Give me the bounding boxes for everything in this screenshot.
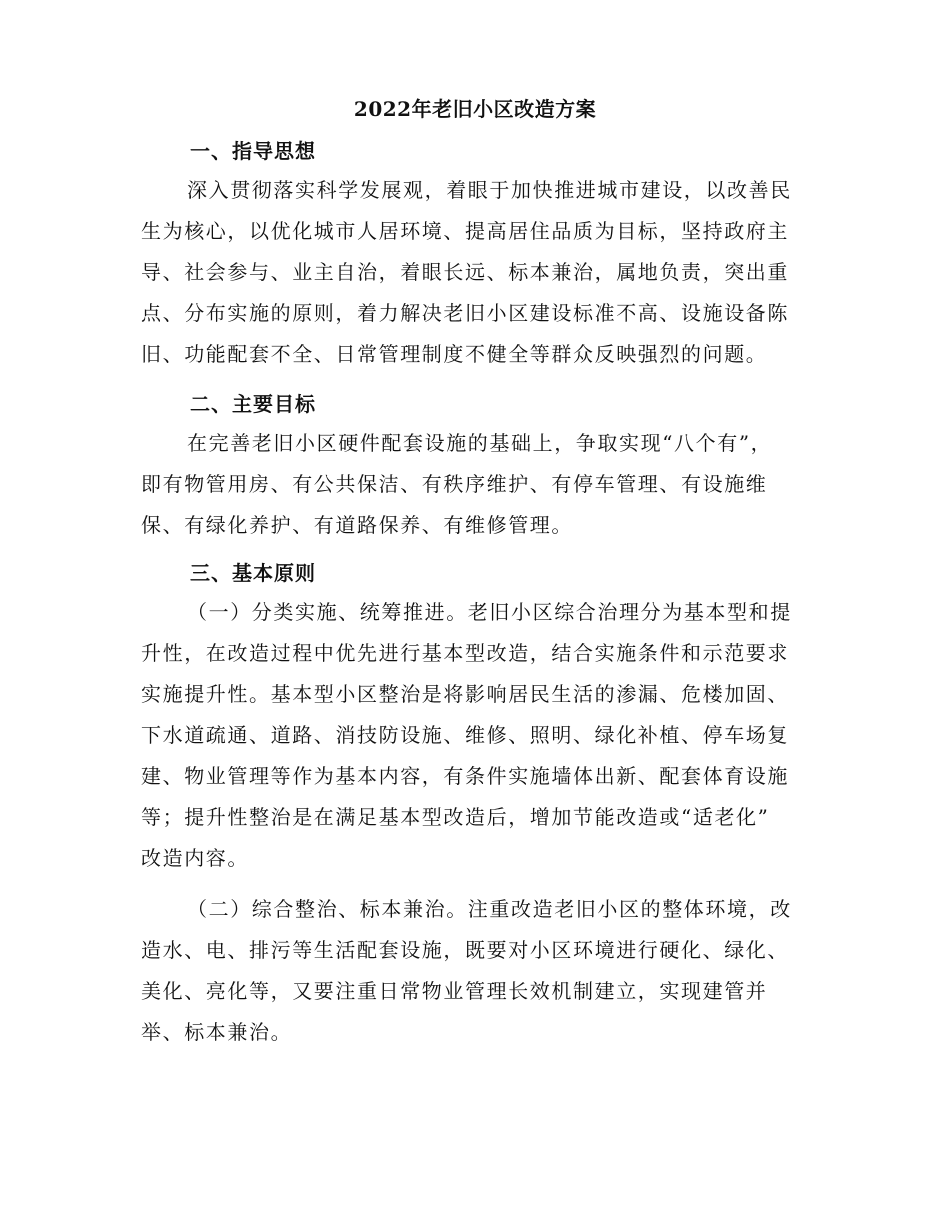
paragraph-line: 旧、功能配套不全、日常管理制度不健全等群众反映强烈的问题。 [141,342,768,366]
paragraph-line: 导、社会参与、业主自治，着眼长远、标本兼治，属地负责，突出重 [141,260,789,284]
paragraph-line: 保、有绿化养护、有道路保养、有维修管理。 [141,513,573,537]
section-heading-guiding-ideology: 一、指导思想 [190,139,316,163]
paragraph-line: 即有物管用房、有公共保洁、有秩序维护、有停车管理、有设施维 [141,472,768,496]
paragraph-line: 美化、亮化等，又要注重日常物业管理长效机制建立，实现建管并 [141,979,768,1003]
paragraph-main-goals [141,423,811,546]
paragraph-line: 等；提升性整治是在满足基本型改造后，增加节能改造或“适老化” [141,805,770,829]
paragraph-line: 生为核心，以优化城市人居环境、提高居住品质为目标，坚持政府主 [141,219,789,243]
paragraph-line: 举、标本兼治。 [141,1020,293,1044]
document-title: 2022年老旧小区改造方案 [353,97,597,121]
paragraph-line: 升性，在改造过程中优先进行基本型改造，结合实施条件和示范要求 [141,641,789,665]
paragraph-line: 造水、电、排污等生活配套设施，既要对小区环境进行硬化、绿化、 [141,938,789,962]
paragraph-line: 深入贯彻落实科学发展观，着眼于加快推进城市建设，以改善民 [187,178,792,202]
paragraph-principle-1 [141,592,811,879]
paragraph-line: （一）分类实施、统筹推进。老旧小区综合治理分为基本型和提 [187,600,792,624]
paragraph-line: 下水道疏通、道路、消技防设施、维修、照明、绿化补植、停车场复 [141,723,789,747]
paragraph-line: 改造内容。 [141,846,249,870]
paragraph-line: 点、分布实施的原则，着力解决老旧小区建设标准不高、设施设备陈 [141,301,789,325]
paragraph-principle-2 [141,889,811,1053]
section-heading-basic-principles: 三、基本原则 [190,561,316,585]
paragraph-line: （二）综合整治、标本兼治。注重改造老旧小区的整体环境，改 [187,897,792,921]
section-heading-main-goals: 二、主要目标 [190,392,316,416]
paragraph-line: 实施提升性。基本型小区整治是将影响居民生活的渗漏、危楼加固、 [141,682,789,706]
paragraph-line: 建、物业管理等作为基本内容，有条件实施墙体出新、配套体育设施 [141,764,789,788]
paragraph-line: 在完善老旧小区硬件配套设施的基础上，争取实现“八个有”， [187,431,773,455]
paragraph-guiding-ideology [141,170,811,375]
